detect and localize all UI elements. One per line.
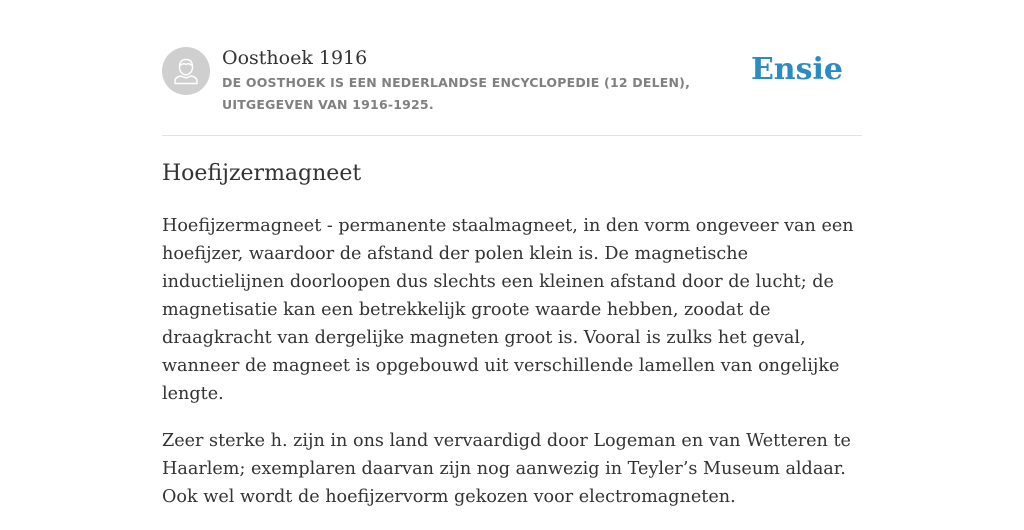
article-title: Hoefijzermagneet — [162, 161, 362, 186]
avatar[interactable] — [162, 47, 210, 95]
article-paragraph: Zeer sterke h. zijn in ons land vervaardigd door Logeman en van Wetteren te Haarlem; exemplaren daarvan zijn nog aanwezig in Teyler’s Museum aldaar. Ook wel wordt de hoefijzervorm gekozen voor electromagneten. — [162, 431, 851, 507]
source-title[interactable]: Oosthoek 1916 — [222, 47, 368, 69]
brand-logo[interactable]: Ensie — [750, 52, 843, 87]
source-description: DE OOSTHOEK IS EEN NEDERLANDSE ENCYCLOPEDIE (12 DELEN), UITGEGEVEN VAN 1916-1925. — [222, 75, 691, 112]
divider — [162, 135, 862, 136]
article-paragraph: Hoefijzermagneet - permanente staalmagneet, in den vorm ongeveer van een hoefijzer, waardoor de afstand der polen klein is. De magnetische inductielijnen doorloopen dus slechts een kleinen afstand door de lucht; de magnetisatie kan een betrekkelijk groote waarde hebben, zoodat de draagkracht van dergelijke magneten groot is. Vooral is zulks het geval, wanneer de magneet is opgebouwd uit verschillende lamellen van ongelijke lengte. — [162, 216, 854, 404]
page — [162, 0, 862, 512]
user-silhouette-icon — [162, 47, 210, 95]
article-body — [162, 212, 862, 530]
source-header — [162, 46, 862, 116]
